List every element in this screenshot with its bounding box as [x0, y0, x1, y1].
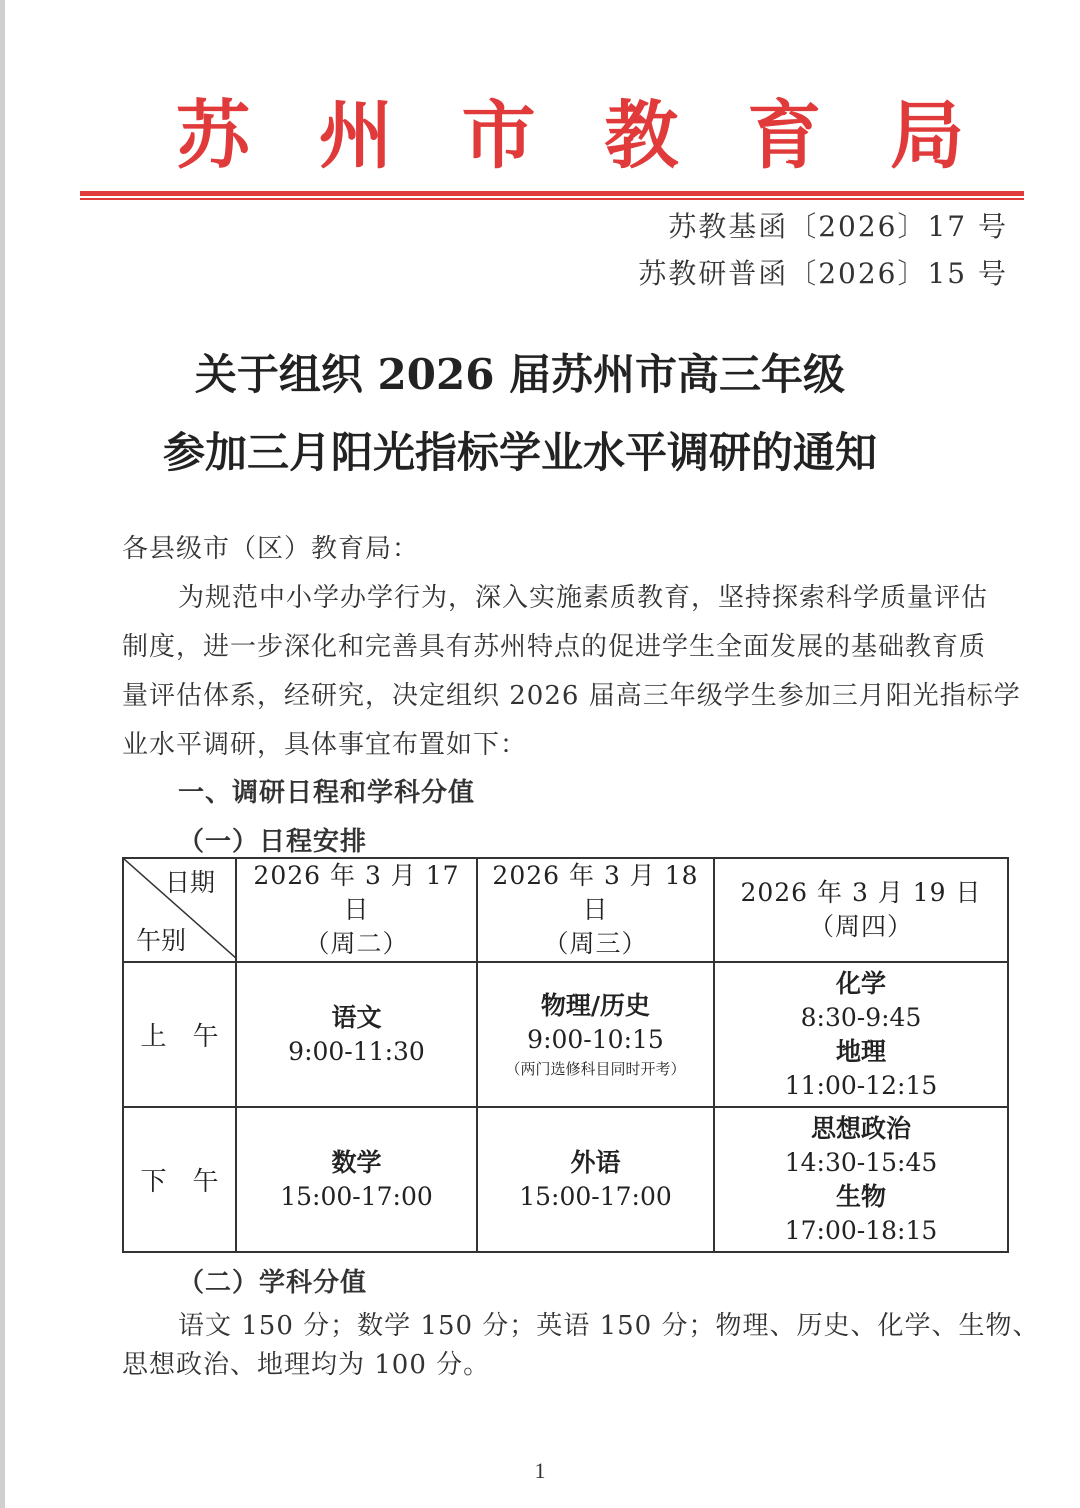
exam-cell [236, 1107, 477, 1252]
paragraph-line: 为规范中小学办学行为，深入实施素质教育，坚持探索科学质量评估 [178, 583, 989, 613]
paragraph-line: 量评估体系，经研究，决定组织 2026 届高三年级学生参加三月阳光指标学 [122, 681, 1021, 711]
document-number: 苏教基函〔2026〕17 号 [668, 210, 1008, 243]
header-red-rule [80, 191, 1024, 196]
schedule-table [122, 857, 1009, 1253]
issuer-char: 市 [461, 96, 536, 178]
date-header-cell [477, 858, 714, 962]
paragraph-line: 语文 150 分；数学 150 分；英语 150 分；物理、历史、化学、生物、 [178, 1311, 1040, 1341]
subject-name: 地理 [835, 1036, 886, 1066]
issuer-char: 局 [889, 96, 964, 178]
date-text: 2026 年 3 月 19 日 [740, 878, 982, 907]
date-header-cell [236, 858, 477, 962]
subsection-heading: （一）日程安排 [178, 827, 368, 857]
subsection-heading: （二）学科分值 [178, 1268, 368, 1298]
exam-time: 15:00-17:00 [519, 1181, 672, 1211]
exam-cell [477, 1107, 714, 1252]
salutation: 各县级市（区）教育局： [122, 534, 420, 564]
subject-name: 物理/历史 [540, 990, 651, 1020]
weekday-text: （周二） [304, 929, 409, 958]
issuer-title [80, 92, 1024, 182]
date-text: 2026 年 3 月 18 日 [492, 861, 699, 924]
subject-name: 化学 [835, 968, 886, 998]
weekday-text: （周四） [808, 912, 913, 941]
table-row-afternoon [123, 1107, 1008, 1252]
notice-title-line: 关于组织 2026 届苏州市高三年级 [194, 350, 846, 399]
exam-cell [477, 962, 714, 1107]
corner-label-date: 日期 [164, 868, 215, 897]
header-red-rule-thin [80, 198, 1024, 200]
subject-name: 思想政治 [810, 1113, 911, 1143]
issuer-char: 育 [747, 96, 822, 178]
date-header-cell [714, 858, 1008, 962]
subject-name: 生物 [835, 1181, 886, 1211]
weekday-text: （周三） [543, 929, 648, 958]
corner-label-period: 午别 [136, 926, 187, 955]
date-text: 2026 年 3 月 17 日 [253, 861, 460, 924]
exam-time: 9:00-10:15 [527, 1024, 664, 1054]
exam-note: （两门选修科目同时开考） [505, 1059, 686, 1078]
corner-header-cell [123, 858, 236, 962]
exam-cell [714, 962, 1008, 1107]
exam-time: 14:30-15:45 [784, 1147, 938, 1177]
exam-cell [236, 962, 477, 1107]
period-label: 下 午 [123, 1107, 236, 1252]
exam-time: 11:00-12:15 [784, 1070, 938, 1100]
section-heading: 一、调研日程和学科分值 [178, 778, 476, 808]
paragraph-line: 制度，进一步深化和完善具有苏州特点的促进学生全面发展的基础教育质 [122, 632, 987, 662]
subject-name: 语文 [331, 1002, 382, 1032]
document-number: 苏教研普函〔2026〕15 号 [638, 257, 1008, 290]
table-row-morning [123, 962, 1008, 1107]
notice-title-line: 参加三月阳光指标学业水平调研的通知 [162, 428, 877, 477]
paragraph-line: 业水平调研，具体事宜布置如下： [122, 730, 528, 760]
exam-time: 8:30-9:45 [800, 1002, 922, 1032]
exam-time: 9:00-11:30 [288, 1036, 425, 1066]
paragraph-line: 思想政治、地理均为 100 分。 [122, 1350, 491, 1380]
page-number: 1 [534, 1458, 546, 1483]
subject-name: 外语 [570, 1147, 621, 1177]
page-edge-shadow [0, 0, 5, 1508]
issuer-char: 苏 [176, 96, 250, 178]
issuer-char: 教 [604, 96, 679, 178]
table-header-row [123, 858, 1008, 962]
issuer-char: 州 [318, 96, 393, 178]
subject-name: 数学 [331, 1147, 382, 1177]
exam-time: 17:00-18:15 [784, 1215, 938, 1245]
exam-cell [714, 1107, 1008, 1252]
period-label: 上 午 [123, 962, 236, 1107]
exam-time: 15:00-17:00 [280, 1181, 433, 1211]
